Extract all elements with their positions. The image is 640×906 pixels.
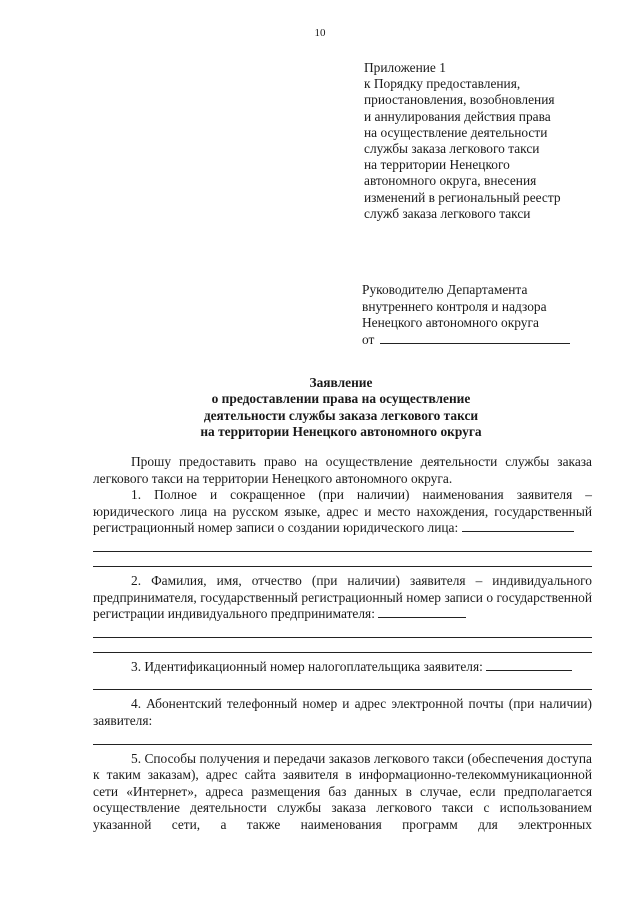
item-5-paragraph: 5. Способы получения и передачи заказов легкового такси (обеспечения доступа к таким заказам), адрес сайта заявителя в информационно-телекоммуникационной сети «Интернет», адреса размещения баз данных в случае, если предполагается осуществление деятельности службы заказа легкового такси с использованием указанной сети, а также наименования программ для электронных	[93, 750, 592, 832]
title-line: на территории Ненецкого автономного округа	[200, 424, 482, 440]
item-2-blank-field[interactable]	[378, 606, 466, 618]
addressee-block	[362, 282, 602, 348]
addressee-line: Ненецкого автономного округа	[362, 315, 539, 331]
page-number: 10	[314, 27, 326, 39]
item-3-text: 3. Идентификационный номер налогоплательщика заявителя:	[131, 658, 483, 674]
item-1-answer-line[interactable]	[93, 552, 592, 567]
item-1-blank-field[interactable]	[462, 520, 574, 532]
application-body	[93, 454, 592, 834]
appendix-line: на территории Ненецкого	[364, 157, 510, 173]
item-2-paragraph	[93, 573, 592, 623]
intro-paragraph: Прошу предоставить право на осуществление деятельности службы заказа легкового такси на территории Ненецкого автономного округа.	[93, 454, 592, 486]
item-2-answer-line[interactable]	[93, 638, 592, 653]
from-row	[362, 332, 602, 349]
appendix-line: службы заказа легкового такси	[364, 141, 540, 157]
appendix-line: изменений в региональный реестр	[364, 189, 561, 205]
from-blank-field[interactable]	[380, 332, 570, 344]
title-line: о предоставлении права на осуществление	[211, 391, 471, 407]
appendix-line: приостановления, возобновления	[364, 92, 555, 108]
item-2-answer-line[interactable]	[93, 623, 592, 638]
appendix-line: служб заказа легкового такси	[364, 205, 531, 221]
from-label: от	[362, 331, 375, 347]
item-1-paragraph	[93, 487, 592, 537]
addressee-line: внутреннего контроля и надзора	[362, 298, 547, 314]
item-3-blank-field[interactable]	[486, 659, 572, 671]
appendix-line: Приложение 1	[364, 60, 446, 75]
title-line: деятельности службы заказа легкового такси	[203, 407, 479, 423]
appendix-line: и аннулирования действия права	[364, 108, 551, 124]
item-4-paragraph: 4. Абонентский телефонный номер и адрес электронной почты (при наличии) заявителя:	[93, 696, 592, 728]
item-1-answer-line[interactable]	[93, 537, 592, 552]
document-title	[90, 375, 592, 441]
item-3-answer-line[interactable]	[93, 675, 592, 690]
appendix-line: на осуществление деятельности	[364, 124, 548, 140]
appendix-line: к Порядку предоставления,	[364, 76, 521, 92]
title-line: Заявление	[309, 375, 373, 390]
appendix-line: автономного округа, внесения	[364, 173, 537, 189]
item-2-text: 2. Фамилия, имя, отчество (при наличии) заявителя – индивидуального предпринимателя, государственный регистрационный номер записи о государственной регистрации индивидуального предпринимателя:	[93, 572, 592, 622]
item-4-answer-line[interactable]	[93, 730, 592, 745]
item-1-text: 1. Полное и сокращенное (при наличии) наименования заявителя – юридического лица на русском языке, адрес и место нахождения, государственный регистрационный номер записи о создании юридического лица:	[93, 487, 592, 536]
item-3-paragraph	[93, 659, 592, 676]
appendix-header	[364, 60, 604, 222]
addressee-line: Руководителю Департамента	[362, 282, 528, 297]
